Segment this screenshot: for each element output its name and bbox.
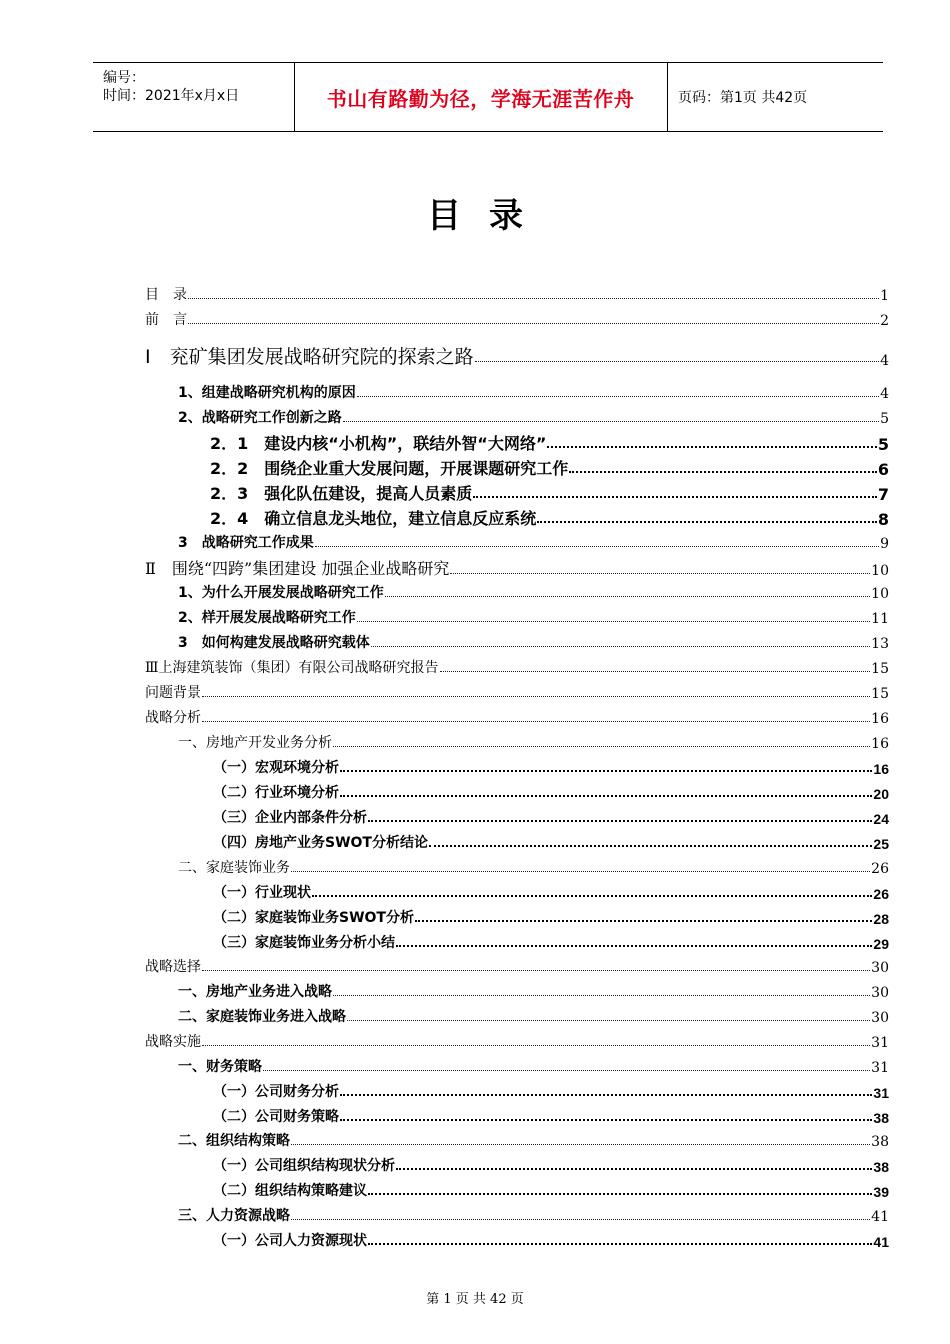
toc-leader [396, 944, 872, 947]
toc-leader [569, 470, 877, 473]
toc-entry-page: 28 [873, 911, 889, 927]
toc-leader [357, 395, 879, 397]
number-label: 编号： [103, 70, 145, 86]
toc-entry[interactable] [210, 507, 889, 529]
toc-entry-page: 16 [871, 736, 889, 752]
toc-entry-page: 10 [871, 586, 889, 602]
toc-entry[interactable] [213, 1081, 889, 1101]
toc-leader [415, 919, 872, 922]
toc-entry-text: 1、组建战略研究机构的原因 [178, 385, 356, 401]
toc-entry-text: 2、样开展发展战略研究工作 [178, 610, 356, 626]
toc-entry-page: 41 [873, 1234, 889, 1250]
toc-entry-page: 30 [871, 960, 889, 976]
toc-leader [429, 844, 872, 847]
toc-entry[interactable] [178, 632, 889, 652]
toc-leader [291, 1218, 870, 1220]
toc-entry-text: （一）公司组织结构现状分析 [213, 1158, 395, 1174]
toc-entry-text: 2．4 确立信息龙头地位，建立信息反应系统 [210, 509, 537, 528]
toc-entry-page: 16 [873, 761, 889, 777]
toc-entry-text: Ⅱ 围绕“四跨”集团建设 加强企业战略研究 [145, 559, 450, 578]
toc-leader [357, 620, 870, 622]
toc-leader [312, 894, 872, 897]
toc-entry-text: 2．1 建设内核“小机构”，联结外智“大网络” [210, 434, 547, 453]
toc-leader [473, 495, 877, 498]
toc-entry-text: 一、房地产业务进入战略 [178, 984, 332, 1000]
toc-entry[interactable] [178, 582, 889, 602]
toc-entry-page: 31 [871, 1060, 889, 1076]
toc-leader [202, 695, 870, 697]
toc-leader [368, 1242, 872, 1245]
toc-entry-text: 战略实施 [145, 1034, 201, 1050]
toc-entry-text: （二）组织结构策略建议 [213, 1183, 367, 1199]
toc-entry[interactable] [213, 782, 889, 802]
toc-leader [333, 994, 870, 996]
toc-entry[interactable] [145, 1031, 889, 1051]
toc-entry-page: 39 [873, 1184, 889, 1200]
toc-entry[interactable] [178, 1205, 889, 1225]
toc-entry-text: 2．3 强化队伍建设，提高人员素质 [210, 484, 473, 503]
toc-entry[interactable] [178, 1130, 889, 1150]
toc-entry-text: （三）企业内部条件分析 [213, 810, 367, 826]
toc-entry-text: Ⅲ上海建筑装饰（集团）有限公司战略研究报告 [145, 660, 439, 676]
toc-entry[interactable] [213, 1230, 889, 1250]
header-page-cell [668, 63, 883, 131]
toc-entry-text: 问题背景 [145, 685, 201, 701]
toc-entry-page: 9 [880, 536, 889, 552]
toc-leader [396, 1167, 872, 1170]
toc-entry[interactable] [178, 407, 889, 427]
toc-entry-text: 2．2 围绕企业重大发展问题，开展课题研究工作 [210, 459, 569, 478]
toc-entry-page: 41 [871, 1209, 889, 1225]
toc-entry-page: 6 [877, 460, 889, 479]
toc-entry[interactable] [213, 832, 889, 852]
toc-entry-page: 7 [877, 485, 889, 504]
toc-leader [440, 670, 871, 672]
toc-leader [371, 645, 870, 647]
toc-entry-page: 26 [871, 861, 889, 877]
toc-entry-text: 3 如何构建发展战略研究载体 [178, 635, 370, 651]
toc-entry[interactable] [145, 682, 889, 702]
toc-entry-text: （一）公司财务分析 [213, 1084, 339, 1100]
toc-entry[interactable] [178, 1056, 889, 1076]
toc-entry[interactable] [178, 607, 889, 627]
toc-leader [368, 819, 872, 822]
toc-leader [333, 745, 870, 747]
toc-leader [347, 1019, 870, 1021]
toc-leader [315, 545, 879, 547]
toc-leader [340, 794, 872, 797]
toc-entry[interactable] [213, 1106, 889, 1126]
toc-entry-text: 一、财务策略 [178, 1059, 262, 1075]
toc-entry-page: 38 [873, 1159, 889, 1175]
toc-entry-page: 13 [871, 636, 889, 652]
toc-entry[interactable] [145, 557, 889, 579]
toc-entry-page: 29 [873, 936, 889, 952]
toc-entry[interactable] [145, 309, 889, 329]
page-header [93, 62, 883, 132]
toc-entry[interactable] [213, 932, 889, 952]
toc-leader [202, 720, 870, 722]
toc-leader [188, 322, 879, 324]
toc-entry[interactable] [145, 343, 889, 369]
toc-entry-page: 20 [873, 786, 889, 802]
toc-entry-text: 3 战略研究工作成果 [178, 535, 314, 551]
motto-text: 书山有路勤为径，学海无涯苦作舟 [326, 86, 635, 111]
toc-leader [340, 769, 872, 772]
toc-entry-text: （一）宏观环境分析 [213, 760, 339, 776]
page-footer: 第 1 页 共 42 页 [426, 1292, 524, 1307]
time-label: 时间：2021年x月x日 [103, 88, 240, 104]
toc-entry[interactable] [178, 532, 889, 552]
toc-entry-page: 1 [880, 288, 889, 304]
toc-entry-text: 三、人力资源战略 [178, 1208, 290, 1224]
toc-entry[interactable] [210, 457, 889, 479]
toc-entry-page: 5 [880, 411, 889, 427]
toc-entry-text: Ⅰ 兖矿集团发展战略研究院的探索之路 [145, 346, 474, 368]
toc-entry-page: 8 [877, 510, 889, 529]
toc-entry[interactable] [145, 284, 889, 304]
toc-entry[interactable] [213, 1155, 889, 1175]
toc-entry-text: 前 言 [145, 312, 187, 328]
toc-entry-text: 二、组织结构策略 [178, 1133, 290, 1149]
header-motto-cell [294, 63, 668, 131]
toc-leader [340, 1118, 872, 1121]
toc-entry-text: （二）行业环境分析 [213, 785, 339, 801]
toc-entry-page: 4 [880, 386, 889, 402]
toc-entry-text: （二）家庭装饰业务SWOT分析 [213, 910, 414, 926]
toc-leader [547, 445, 877, 448]
toc-entry[interactable] [178, 1006, 889, 1026]
toc-entry-page: 2 [880, 313, 889, 329]
toc-leader [263, 1069, 870, 1071]
toc-entry-text: 二、家庭装饰业务 [178, 860, 290, 876]
toc-entry[interactable] [210, 432, 889, 454]
toc-leader [291, 870, 870, 872]
toc-leader [450, 572, 870, 574]
toc-entry-text: （二）公司财务策略 [213, 1109, 339, 1125]
toc-leader [188, 297, 879, 299]
toc-entry-page: 31 [873, 1085, 889, 1101]
toc-entry-page: 30 [871, 1010, 889, 1026]
page-info: 页码：第1页 共42页 [678, 90, 808, 106]
toc-entry[interactable] [178, 732, 889, 752]
toc-entry-text: （一）行业现状 [213, 885, 311, 901]
toc-entry-page: 4 [880, 353, 889, 369]
toc-entry-text: 2、战略研究工作创新之路 [178, 410, 342, 426]
toc-entry[interactable] [213, 907, 889, 927]
toc-entry[interactable] [178, 382, 889, 402]
toc-leader [343, 420, 879, 422]
toc-entry-page: 16 [871, 711, 889, 727]
toc-entry-page: 30 [871, 985, 889, 1001]
toc-entry[interactable] [145, 707, 889, 727]
toc-entry[interactable] [213, 882, 889, 902]
toc-entry-page: 15 [871, 661, 889, 677]
toc-entry-text: （三）家庭装饰业务分析小结 [213, 935, 395, 951]
toc-entry[interactable] [178, 981, 889, 1001]
toc-leader [202, 1044, 870, 1046]
toc-entry-page: 38 [873, 1110, 889, 1126]
toc-leader [368, 1192, 872, 1195]
toc-leader [385, 595, 870, 597]
toc-entry[interactable] [213, 807, 889, 827]
toc-entry-page: 15 [871, 686, 889, 702]
toc-leader [475, 360, 879, 362]
toc-entry[interactable] [178, 857, 889, 877]
toc-entry-page: 11 [871, 611, 889, 627]
toc-entry[interactable] [145, 956, 889, 976]
toc-entry-page: 10 [871, 563, 889, 579]
toc-entry-text: 战略选择 [145, 959, 201, 975]
toc-entry-text: 一、房地产开发业务分析 [178, 735, 332, 751]
toc-entry-page: 38 [871, 1134, 889, 1150]
toc-entry-page: 24 [873, 811, 889, 827]
toc-entry-text: （四）房地产业务SWOT分析结论 [213, 835, 428, 851]
toc-entry[interactable] [145, 657, 889, 677]
toc-entry-page: 25 [873, 836, 889, 852]
toc-entry[interactable] [213, 1180, 889, 1200]
toc-leader [202, 969, 870, 971]
toc-entry-text: 战略分析 [145, 710, 201, 726]
toc-entry-text: （一）公司人力资源现状 [213, 1233, 367, 1249]
header-meta-cell [93, 63, 295, 131]
toc-leader [537, 520, 877, 523]
toc-entry[interactable] [213, 757, 889, 777]
toc-entry-text: 目 录 [145, 287, 187, 303]
toc-leader [291, 1143, 870, 1145]
toc-entry-page: 5 [877, 435, 889, 454]
toc-entry-page: 26 [873, 886, 889, 902]
toc-entry-text: 二、家庭装饰业务进入战略 [178, 1009, 346, 1025]
page-title: 目录 [427, 196, 551, 236]
toc-leader [340, 1093, 872, 1096]
toc-entry-page: 31 [871, 1035, 889, 1051]
toc-entry-text: 1、为什么开展发展战略研究工作 [178, 585, 384, 601]
toc-entry[interactable] [210, 482, 889, 504]
